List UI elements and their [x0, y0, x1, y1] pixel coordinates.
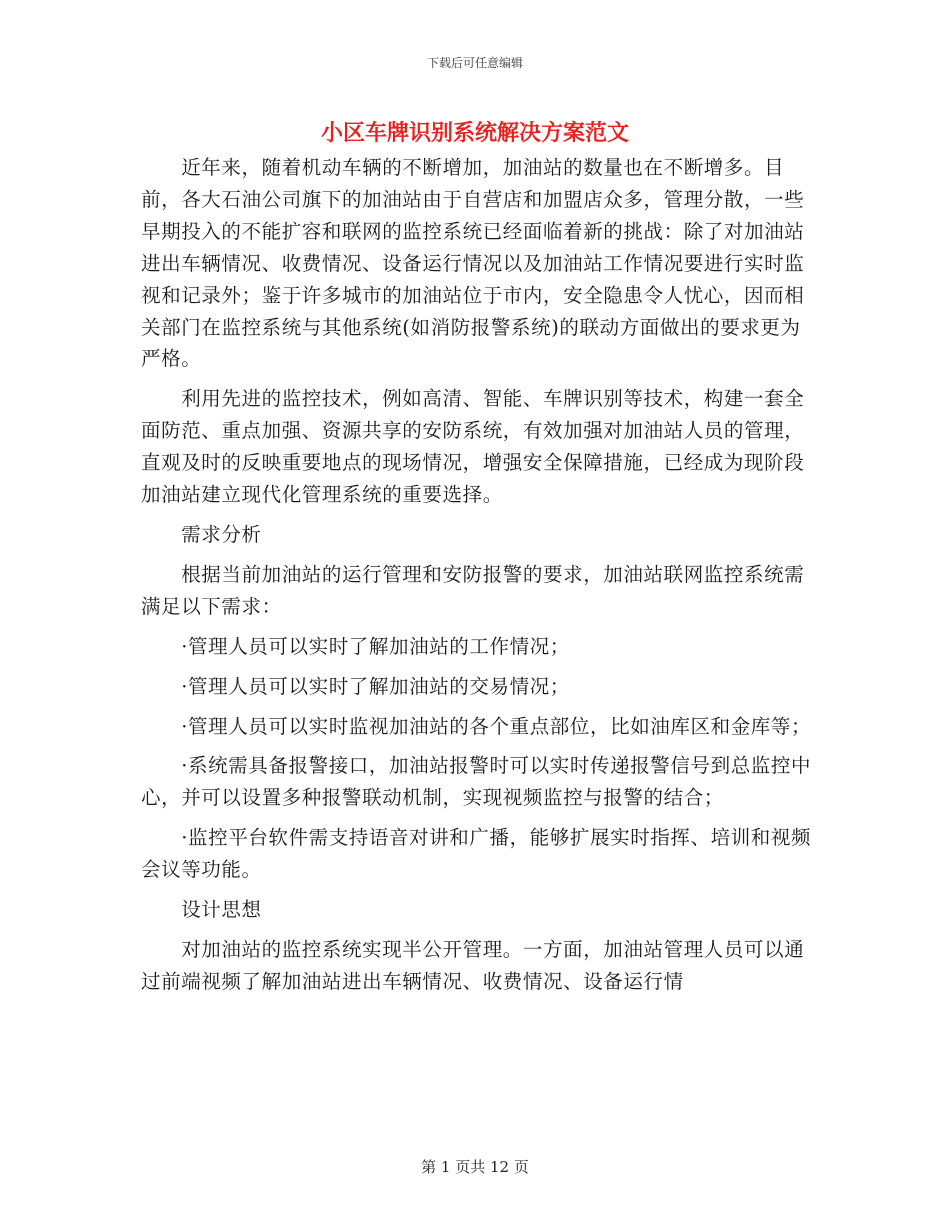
paragraph: 近年来，随着机动车辆的不断增加，加油站的数量也在不断增多。目前，各大石油公司旗下的加油站由于自营店和加盟店众多，管理分散，一些早期投入的不能扩容和联网的监控系统已经面临着新的挑战：除了对加油站进出车辆情况、收费情况、设备运行情况以及加油站工作情况要进行实时监视和记录外；鉴于许多城市的加油站位于市内，安全隐患令人忧心，因而相关部门在监控系统与其他系统(如消防报警系统)的联动方面做出的要求更为严格。: [141, 156, 805, 371]
paragraph: 利用先进的监控技术，例如高清、智能、车牌识别等技术，构建一套全面防范、重点加强、资源共享的安防系统，有效加强对加油站人员的管理，直观及时的反映重要地点的现场情况，增强安全保障措施，已经成为现阶段加油站建立现代化管理系统的重要选择。: [141, 387, 805, 507]
list-item: ·管理人员可以实时了解加油站的交易情况；: [141, 674, 570, 698]
list-item: ·监控平台软件需支持语音对讲和广播，能够扩展实时指挥、培训和视频会议等功能。: [141, 826, 812, 882]
list-item: ·系统需具备报警接口，加油站报警时可以实时传递报警信号到总监控中心，并可以设置多种报警联动机制，实现视频监控与报警的结合；: [141, 754, 812, 810]
document-title: 小区车牌识别系统解决方案范文: [320, 121, 629, 146]
paragraph: 根据当前加油站的运行管理和安防报警的要求，加油站联网监控系统需满足以下需求：: [141, 562, 805, 618]
list-item: ·管理人员可以实时了解加油站的工作情况；: [141, 634, 570, 658]
section-heading: 设计思想: [141, 898, 262, 922]
paragraph: 对加油站的监控系统实现半公开管理。一方面，加油站管理人员可以通过前端视频了解加油站进出车辆情况、收费情况、设备运行情: [141, 937, 805, 993]
list-item: ·管理人员可以实时监视加油站的各个重点部位，比如油库区和金库等；: [141, 714, 812, 738]
page-header-note: 下载后可任意编辑: [426, 56, 523, 70]
page-footer: 第 1 页共 12 页: [421, 1158, 529, 1176]
section-heading: 需求分析: [141, 522, 262, 546]
document-body: [141, 152, 813, 998]
